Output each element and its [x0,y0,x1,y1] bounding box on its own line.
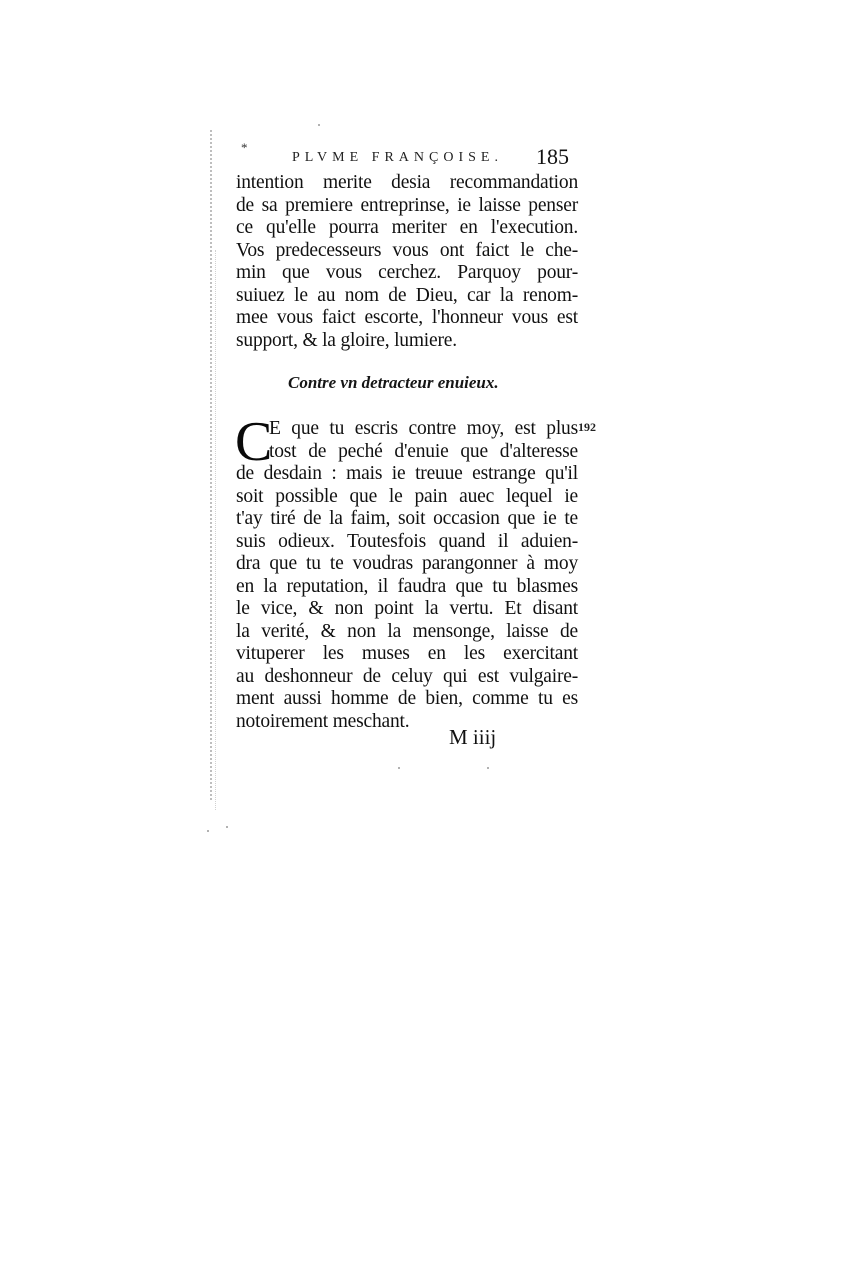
text-line: tost de peché d'enuie que d'alteresse [269,440,578,462]
text-line: soit possible que le pain auec lequel ie [236,485,578,507]
scan-speck [487,767,489,769]
text-line: t'ay tiré de la faim, soit occasion que ie te [236,508,578,529]
gutter-scan-line-secondary [215,250,216,810]
text-line: E que tu escris contre moy, est plus [269,418,578,439]
text-line: support, & la gloire, lumiere. [236,329,457,351]
text-line: ment aussi homme de bien, comme tu es [236,688,578,709]
margin-note-number: 192 [578,420,596,434]
drop-cap: C [235,411,273,473]
text-line: dra que tu te voudras parangonner à moy [236,553,578,574]
text-line: vituperer les muses en les exercitant [236,643,578,664]
scan-speck [207,830,209,832]
scan-speck [318,124,320,126]
corner-mark: * [241,140,248,155]
section-title: Contre vn detracteur enuieux. [288,373,499,392]
text-line: mee vous faict escorte, l'honneur vous est [236,307,578,328]
paragraph-2 [235,411,578,733]
text-line: notoirement meschant. [236,710,410,732]
signature-mark: M iiij [449,725,497,749]
text-line: de desdain : mais ie treuue estrange qu'il [236,463,578,484]
scan-speck [398,767,400,769]
text-line: la verité, & non la mensonge, laisse de [236,620,578,642]
text-line: intention merite desia recommandation [236,172,578,193]
page-number: 185 [536,144,569,169]
paragraph-1 [236,172,578,352]
text-line: le vice, & non point la vertu. Et disant [236,598,578,619]
text-line: de sa premiere entreprinse, ie laisse penser [236,194,578,216]
text-line: Vos predecesseurs vous ont faict le che- [236,239,578,261]
text-line: suis odieux. Toutesfois quand il aduien- [236,530,578,552]
scan-speck [226,826,228,828]
text-line: min que vous cerchez. Parquoy pour- [236,262,578,283]
text-line: ce qu'elle pourra meriter en l'execution. [236,217,578,238]
running-head: PLVME FRANÇOISE. [292,150,503,165]
text-line: suiuez le au nom de Dieu, car la renom- [236,284,578,306]
text-line: au deshonneur de celuy qui est vulgaire- [236,665,578,687]
gutter-scan-line [210,130,212,800]
text-line: en la reputation, il faudra que tu blasmes [236,575,578,597]
